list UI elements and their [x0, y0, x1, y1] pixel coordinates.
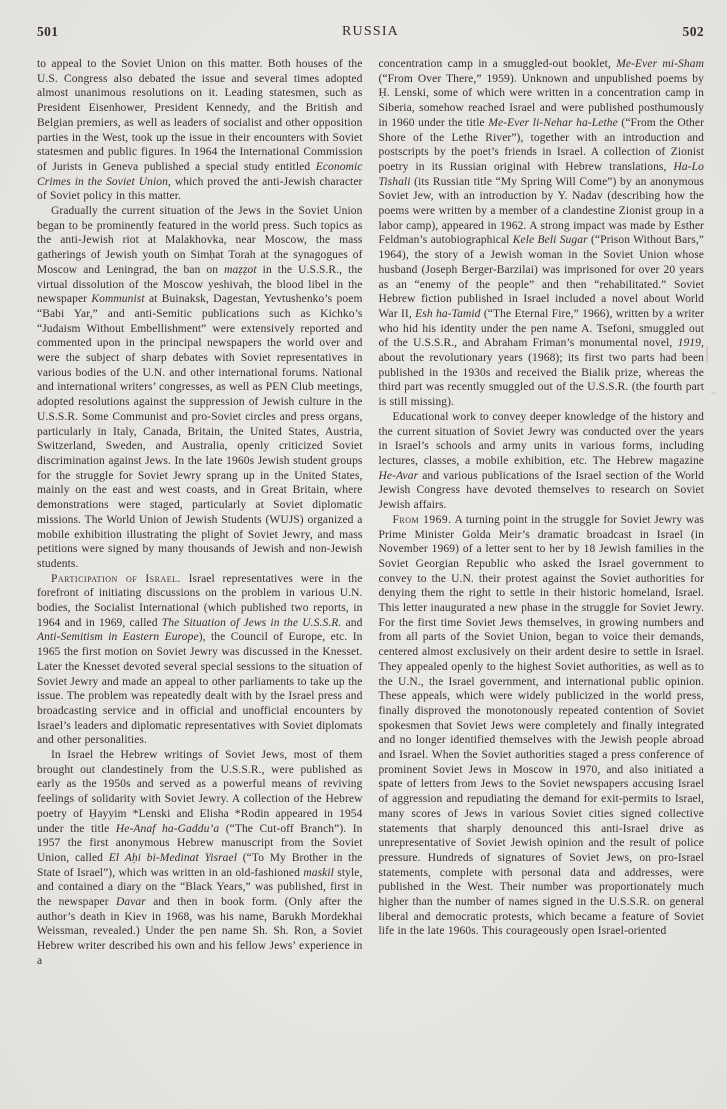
left-column	[37, 57, 363, 969]
italic-text: Kommunist	[91, 293, 145, 306]
italic-text: maskil	[303, 866, 334, 879]
text-run: (“The Eternal Fire,” 1966), written by a writer who hid his identity under the pen name A. Tsefoni, smuggled out of the U.S.S.R., and Abraham Friman’s monumental novel,	[378, 307, 705, 350]
text-run: style, and contained a diary on the “Black Years,” was published, first in the newspaper	[37, 866, 363, 909]
smallcaps-section-heading: From 1969.	[392, 513, 452, 526]
paragraph	[37, 748, 363, 969]
text-columns	[37, 57, 704, 969]
scan-artifact	[711, 392, 716, 394]
text-run: and various publications of the Israel section of the World Jewish Congress have devoted themselves to research on Soviet Jewish affairs.	[378, 469, 704, 512]
italic-text: Economic Crimes in the Soviet Union	[37, 160, 363, 188]
text-run: (“To My Brother in the State of Israel”), which was written in an old-fashioned	[37, 851, 363, 879]
right-column	[379, 57, 705, 969]
page-title: RUSSIA	[342, 24, 399, 39]
text-run: ), the Council of Europe, etc. In 1965 the first motion on Soviet Jewry was discussed in the Knesset. Later the Knesset devoted several special sessions to the situation of Soviet Jewry and made an appeal to other parliaments to take up the issue. The problem was repeatedly dealt with by the Israel press and broadcasting service and in official and unofficial encounters by Israel’s leaders and diplomatic representatives with Soviet diplomats and other personalities.	[37, 631, 363, 747]
paragraph	[37, 204, 363, 572]
text-run: Israel representatives were in the forefront of initiating discussions on the problem in various U.N. bodies, the Socialist International (which published two reports, in 1964 and in 1969, called	[37, 572, 363, 629]
text-run: In Israel the Hebrew writings of Soviet Jews, most of them brought out clandestinely from the U.S.S.R., were published as early as the 1950s and served as a powerful means of reviving feelings of solidarity with Soviet Jewry. A collection of the Hebrew poetry of Ḥayyim *Lenski and Elisha *Rodin appeared in 1954 under the title	[37, 749, 363, 835]
text-run: at Buinaksk, Dagestan, Yevtushenko’s poem “Babi Yar,” and anti-Semitic publications such as Kichko’s “Judaism Without Embellishment” were extensively reported and commented upon in the principal newspapers the world over and were the subject of sharp debates with Soviet representatives in various bodies of the U.N. and other international forums. National and international writers’ congresses, as well as PEN Club meetings, adopted resolutions against the suppression of Jewish culture in the U.S.S.R. Some Communist and pro-Soviet circles and press organs, particularly in Italy, Canada, Britain, the United States, Austria, Switzerland, Sweden, and Australia, openly criticized Soviet discrimination against Jews. In the late 1960s Jewish student groups for the struggle for Soviet Jewry sprang up in the United States, mainly on the east and west coasts, and in Great Britain, where demonstrations were staged, particularly at Soviet diplomatic missions. The World Union of Jewish Students (WUJS) organized a mobile exhibition illustrating the plight of Soviet Jewry, and mass petitions were signed by many thousands of Jewish and non-Jewish students.	[37, 293, 363, 570]
text-run: , about the revolutionary years (1968); its first two parts had been published in the 1930s and received the Bialik prize, whereas the third part was recently smuggled out of the U.S.S.R. (the fourth part is still missing).	[378, 337, 704, 409]
italic-text: El Aḥi bi-Medinat Yisrael	[108, 851, 238, 864]
text-run: and	[341, 616, 363, 629]
paragraph	[379, 410, 705, 513]
text-run: (“From the Other Shore of the Lethe River”), together with an introduction and postscripts by the poet’s friends in Israel. A collection of Zionist poetry in its Russian original with Hebrew translations,	[378, 116, 705, 173]
text-run: Gradually the current situation of the Jews in the Soviet Union began to be prominently featured in the world press. Such topics as the anti-Jewish riot at Malakhovka, near Moscow, the mass gatherings of Jewish youth on Simḥat Torah at the synagogues of Moscow and Leningrad, the ban on	[37, 205, 363, 276]
scan-artifact	[706, 346, 708, 363]
italic-text: Anti-Semitism in Eastern Europe	[37, 631, 199, 644]
page-number-right: 502	[682, 24, 704, 39]
text-run: (“Prison Without Bars,” 1964), the story of a Jewish woman in the Soviet Union whose husband (Joseph Berger-Barzilai) was imprisoned for over 20 years as an “enemy of the people” and then “rehabilitated.” Soviet Hebrew fiction published in Israel included a novel about World War II,	[378, 234, 705, 320]
running-head	[37, 24, 704, 42]
italic-text: 1919	[677, 337, 702, 350]
paragraph	[37, 57, 363, 204]
text-run: in the U.S.S.R., the virtual dissolution of the Moscow yeshivah, the blood libel in the newspaper	[37, 263, 363, 306]
paragraph	[379, 513, 705, 939]
italic-text: Ha-Lo Tishali	[378, 160, 704, 188]
italic-text: Esh ha-Tamid	[415, 307, 481, 320]
text-run: , which proved the anti-Jewish character of Soviet policy in this matter.	[37, 175, 363, 203]
italic-text: Davar	[115, 896, 146, 909]
text-run: and then in book form. (Only after the author’s death in Kiev in 1968, was his name, Barukh Mordekhai Weissman, revealed.) Under the pen name Sh. Sh. Ron, a Soviet Hebrew writer described his own and his fellow Jews’ experience in a	[37, 896, 363, 967]
paragraph	[379, 57, 705, 410]
text-run: (“The Cut-off Branch”). In 1957 the first anonymous Hebrew manuscript from the Soviet Union, called	[37, 822, 363, 864]
text-run: concentration camp in a smuggled-out booklet,	[378, 58, 617, 70]
text-run: (its Russian title “My Spring Will Come”) by an anonymous Soviet Jew, with an introduction by Y. Nadav (describing how the poems were written by a member of a clandestine Zionist group in a labor camp), appeared in 1962. A strong impact was made by Esther Feldman’s autobiographical	[378, 175, 704, 247]
italic-text: He-Anaf ha-Gaddu’a	[115, 822, 220, 835]
text-run: A turning point in the struggle for Soviet Jewry was Prime Minister Golda Meir’s dramatic broadcast in Israel (in November 1969) of a letter sent to her by 18 Jewish families in the Soviet Georgian Republic who asked the Israel government to convey to the U.N. their protest against the Soviet authorities for denying them the right to settle in their historic homeland, Israel. This letter inaugurated a new phase in the struggle for Soviet Jewry. For the first time Soviet Jews themselves, in growing numbers and from all parts of the Soviet Union, began to voice their demands, centered almost exclusively on their ardent desire to settle in Israel. They appealed openly to the highest Soviet authorities, as well as to the U.N., the Israel government, and international public opinion. These appeals, which were widely publicized in the world press, finally disproved the monotonously repeated contention of Soviet spokesmen that Soviet Jews were completely and finally integrated and no longer identified themselves with the Jewish people abroad and Israel. When the Soviet authorities staged a press conference of prominent Soviet Jews in Moscow in 1970, and also initiated a spate of letters from Jews to the Soviet newspapers accusing Israel of aggression and repudiating the demand for exit-permits to Israel, many scores of Jews in various Soviet cities signed collective statements that sharply denounced this anti-Israel drive as unrepresentative of Soviet Jewish opinion and the result of police pressure. Hundreds of signatures of Soviet Jews, on pro-Israel statements, complete with personal data and addresses, were published in the West. Their number was proportionately much higher than the number of names signed in the U.S.S.R. on general liberal and democratic protests, which became a feature of Soviet life in the late 1960s. This courageously open Israel-oriented	[378, 513, 704, 938]
text-run: (“From Over There,” 1959). Unknown and unpublished poems by Ḥ. Lenski, some of which were written in a concentration camp in Siberia, somehow reached Israel and were published posthumously in 1960 under the title	[378, 72, 704, 129]
text-run: to appeal to the Soviet Union on this matter. Both houses of the U.S. Congress also debated the issue and several times adopted almost unanimous resolutions on it. Leading statesmen, such as President Eisenhower, President Kennedy, and the British and Belgian premiers, as well as leaders of socialist and other opposition parties in the West, took up the issue in their encounters with Soviet statesmen and public figures. In 1964 the International Commission of Jurists in Geneva published a special study entitled	[37, 58, 363, 173]
italic-text: Me-Ever mi-Sham	[616, 58, 704, 70]
smallcaps-section-heading: Participation of Israel.	[51, 572, 181, 585]
italic-text: maẓẓot	[224, 263, 257, 276]
text-run: Educational work to convey deeper knowledge of the history and the current situation of Soviet Jewry was conducted over the years in Israel’s schools and army units in various forms, including lectures, classes, a mobile exhibition, etc. The Hebrew magazine	[378, 410, 704, 467]
page-number-left: 501	[37, 24, 59, 39]
italic-text: Kele Beli Sugar	[512, 234, 588, 247]
italic-text: The Situation of Jews in the U.S.S.R.	[161, 616, 342, 629]
italic-text: He-Avar	[378, 469, 419, 482]
italic-text: Me-Ever li-Nehar ha-Lethe	[488, 116, 618, 129]
paragraph	[37, 572, 363, 748]
